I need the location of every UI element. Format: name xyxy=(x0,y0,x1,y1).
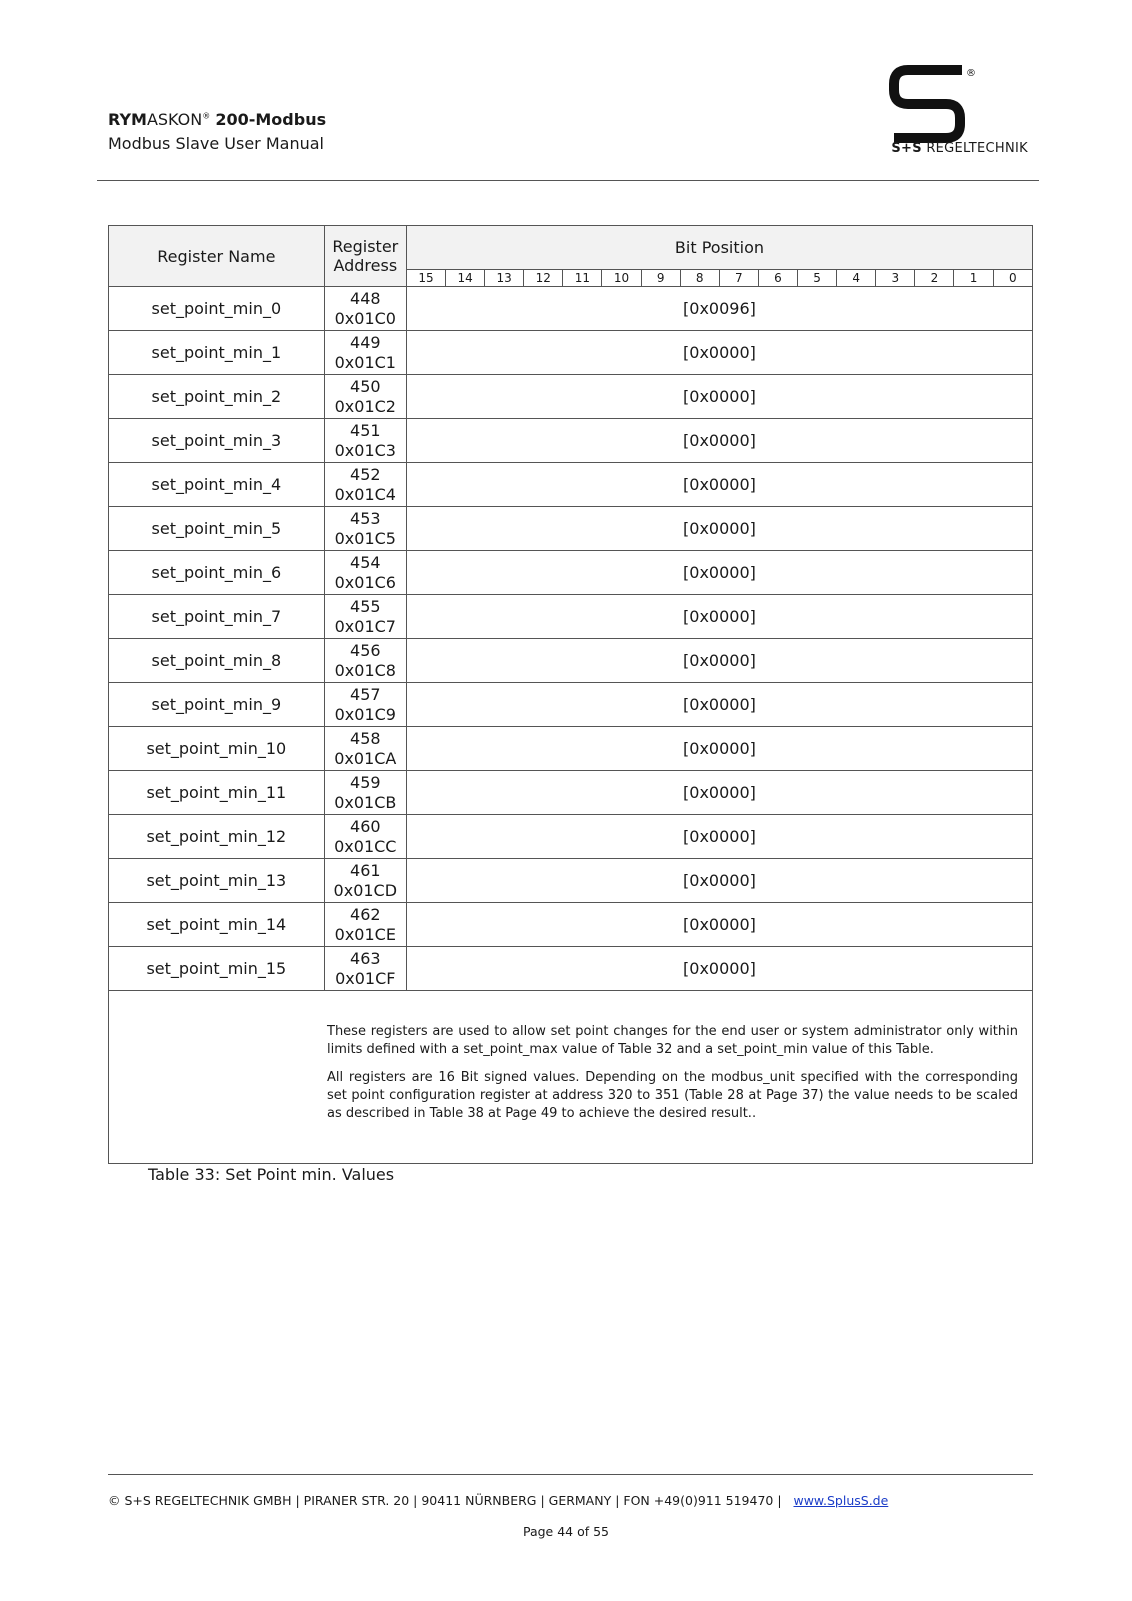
register-address-cell xyxy=(324,683,406,727)
register-rows xyxy=(109,287,1033,991)
register-name-cell: set_point_min_8 xyxy=(109,639,325,683)
register-address-cell xyxy=(324,331,406,375)
table-row xyxy=(109,331,1033,375)
bit-number-cell: 5 xyxy=(798,269,837,286)
bit-number-cell: 8 xyxy=(680,269,719,286)
header-bit-position: Bit Position xyxy=(406,226,1032,270)
register-address-cell xyxy=(324,419,406,463)
table-row xyxy=(109,727,1033,771)
bit-number-cell: 6 xyxy=(758,269,797,286)
logo-registered-mark: ® xyxy=(966,68,976,79)
address-decimal: 459 xyxy=(350,772,381,792)
table-row xyxy=(109,639,1033,683)
bit-number-cell: 12 xyxy=(524,269,563,286)
description-cell xyxy=(109,991,1033,1164)
address-hex: 0x01C5 xyxy=(334,528,396,548)
bit-number-cell: 2 xyxy=(915,269,954,286)
address-hex: 0x01C9 xyxy=(334,704,396,724)
address-hex: 0x01C2 xyxy=(334,396,396,416)
address-hex: 0x01C8 xyxy=(334,660,396,680)
brand-bold: RYM xyxy=(108,110,147,129)
bit-number-cell: 7 xyxy=(719,269,758,286)
table-row xyxy=(109,419,1033,463)
header-register-name: Register Name xyxy=(109,226,325,287)
register-name-cell: set_point_min_9 xyxy=(109,683,325,727)
register-name-cell: set_point_min_12 xyxy=(109,815,325,859)
address-decimal: 462 xyxy=(350,904,381,924)
register-value-cell: [0x0000] xyxy=(406,683,1032,727)
product-title xyxy=(108,110,326,129)
register-name-cell: set_point_min_1 xyxy=(109,331,325,375)
address-hex: 0x01CF xyxy=(335,968,396,988)
manual-subtitle: Modbus Slave User Manual xyxy=(108,134,324,153)
address-decimal: 460 xyxy=(350,816,381,836)
header-register-address: Register Address xyxy=(324,226,406,287)
table-row xyxy=(109,947,1033,991)
bit-number-cell: 14 xyxy=(446,269,485,286)
description-text xyxy=(109,991,1032,1163)
register-name-cell: set_point_min_3 xyxy=(109,419,325,463)
register-address-cell xyxy=(324,727,406,771)
address-decimal: 453 xyxy=(350,508,381,528)
register-value-cell: [0x0000] xyxy=(406,859,1032,903)
address-decimal: 463 xyxy=(350,948,381,968)
address-decimal: 450 xyxy=(350,376,381,396)
register-value-cell: [0x0000] xyxy=(406,375,1032,419)
address-hex: 0x01C4 xyxy=(334,484,396,504)
table-row xyxy=(109,375,1033,419)
registered-mark: ® xyxy=(202,111,211,121)
register-value-cell: [0x0000] xyxy=(406,551,1032,595)
table-row xyxy=(109,903,1033,947)
register-address-cell xyxy=(324,903,406,947)
address-hex: 0x01C7 xyxy=(334,616,396,636)
register-name-cell: set_point_min_11 xyxy=(109,771,325,815)
brand-rest: ASKON xyxy=(146,110,203,129)
register-value-cell: [0x0000] xyxy=(406,331,1032,375)
table-row xyxy=(109,859,1033,903)
table-row xyxy=(109,771,1033,815)
register-name-cell: set_point_min_5 xyxy=(109,507,325,551)
register-address-cell xyxy=(324,947,406,991)
register-address-cell xyxy=(324,639,406,683)
register-address-cell xyxy=(324,815,406,859)
register-address-cell xyxy=(324,375,406,419)
page-number: Page 44 of 55 xyxy=(522,1524,610,1539)
register-value-cell: [0x0000] xyxy=(406,815,1032,859)
register-address-cell xyxy=(324,771,406,815)
register-address-cell xyxy=(324,595,406,639)
address-hex: 0x01CB xyxy=(334,792,397,812)
description-paragraph: These registers are used to allow set point changes for the end user or system administrator only within limits defined with a set_point_max value of Table 32 and a set_point_min value of this Table. xyxy=(327,1024,1018,1057)
address-decimal: 451 xyxy=(350,420,381,440)
bit-number-cell: 10 xyxy=(602,269,641,286)
description-paragraph: All registers are 16 Bit signed values. Depending on the modbus_unit specified with the corresponding set point configuration register at address 320 to 351 (Table 28 at Page 37) the value needs to be scaled as described in Table 38 at Page 49 to achieve the desired result.. xyxy=(327,1070,1018,1121)
register-address-cell xyxy=(324,287,406,331)
table-row xyxy=(109,463,1033,507)
address-hex: 0x01C6 xyxy=(334,572,396,592)
address-hex: 0x01C3 xyxy=(334,440,396,460)
address-decimal: 461 xyxy=(350,860,381,880)
register-value-cell: [0x0000] xyxy=(406,595,1032,639)
table-caption: Table 33: Set Point min. Values xyxy=(148,1165,395,1184)
address-decimal: 452 xyxy=(350,464,381,484)
register-value-cell: [0x0000] xyxy=(406,507,1032,551)
address-decimal: 448 xyxy=(350,288,381,308)
bit-number-cell: 11 xyxy=(563,269,602,286)
register-value-cell: [0x0000] xyxy=(406,463,1032,507)
register-name-cell: set_point_min_10 xyxy=(109,727,325,771)
bit-number-cell: 1 xyxy=(954,269,993,286)
footer-divider xyxy=(108,1474,1033,1475)
table-row xyxy=(109,815,1033,859)
register-name-cell: set_point_min_6 xyxy=(109,551,325,595)
bit-number-cell: 3 xyxy=(876,269,915,286)
address-hex: 0x01C0 xyxy=(334,308,396,328)
register-value-cell: [0x0000] xyxy=(406,419,1032,463)
bit-number-cell: 9 xyxy=(641,269,680,286)
table-row xyxy=(109,287,1033,331)
register-address-cell xyxy=(324,551,406,595)
company-name-bold: S+S xyxy=(891,141,922,156)
company-name-rest: REGELTECHNIK xyxy=(926,141,1028,156)
register-value-cell: [0x0000] xyxy=(406,771,1032,815)
footer xyxy=(108,1493,1033,1508)
register-name-cell: set_point_min_2 xyxy=(109,375,325,419)
header-divider xyxy=(97,180,1039,181)
register-value-cell: [0x0096] xyxy=(406,287,1032,331)
footer-address: © S+S REGELTECHNIK GMBH | PIRANER STR. 20 | 90411 NÜRNBERG | GERMANY | FON +49(0)911 519470 | xyxy=(108,1493,782,1508)
register-name-cell: set_point_min_7 xyxy=(109,595,325,639)
bit-number-cell: 15 xyxy=(406,269,445,286)
address-decimal: 449 xyxy=(350,332,381,352)
address-decimal: 455 xyxy=(350,596,381,616)
table-row xyxy=(109,551,1033,595)
register-name-cell: set_point_min_15 xyxy=(109,947,325,991)
register-address-cell xyxy=(324,859,406,903)
address-hex: 0x01C1 xyxy=(334,352,396,372)
register-value-cell: [0x0000] xyxy=(406,903,1032,947)
company-name xyxy=(876,141,1028,156)
address-hex: 0x01CD xyxy=(333,880,398,900)
table-row xyxy=(109,683,1033,727)
register-name-cell: set_point_min_0 xyxy=(109,287,325,331)
bit-number-cell: 13 xyxy=(485,269,524,286)
register-table xyxy=(108,225,1033,1164)
register-name-cell: set_point_min_14 xyxy=(109,903,325,947)
register-name-cell: set_point_min_13 xyxy=(109,859,325,903)
register-value-cell: [0x0000] xyxy=(406,947,1032,991)
register-name-cell: set_point_min_4 xyxy=(109,463,325,507)
register-value-cell: [0x0000] xyxy=(406,639,1032,683)
register-address-cell xyxy=(324,463,406,507)
bit-number-cell: 0 xyxy=(993,269,1032,286)
address-decimal: 458 xyxy=(350,728,381,748)
address-decimal: 454 xyxy=(350,552,381,572)
address-hex: 0x01CC xyxy=(334,836,397,856)
address-hex: 0x01CE xyxy=(334,924,396,944)
address-decimal: 456 xyxy=(350,640,381,660)
table-row xyxy=(109,595,1033,639)
website-link[interactable]: www.SplusS.de xyxy=(793,1493,889,1508)
address-decimal: 457 xyxy=(350,684,381,704)
register-address-cell xyxy=(324,507,406,551)
table-row xyxy=(109,507,1033,551)
model-name: 200-Modbus xyxy=(215,110,327,129)
register-value-cell: [0x0000] xyxy=(406,727,1032,771)
address-hex: 0x01CA xyxy=(334,748,397,768)
bit-number-cell: 4 xyxy=(837,269,876,286)
